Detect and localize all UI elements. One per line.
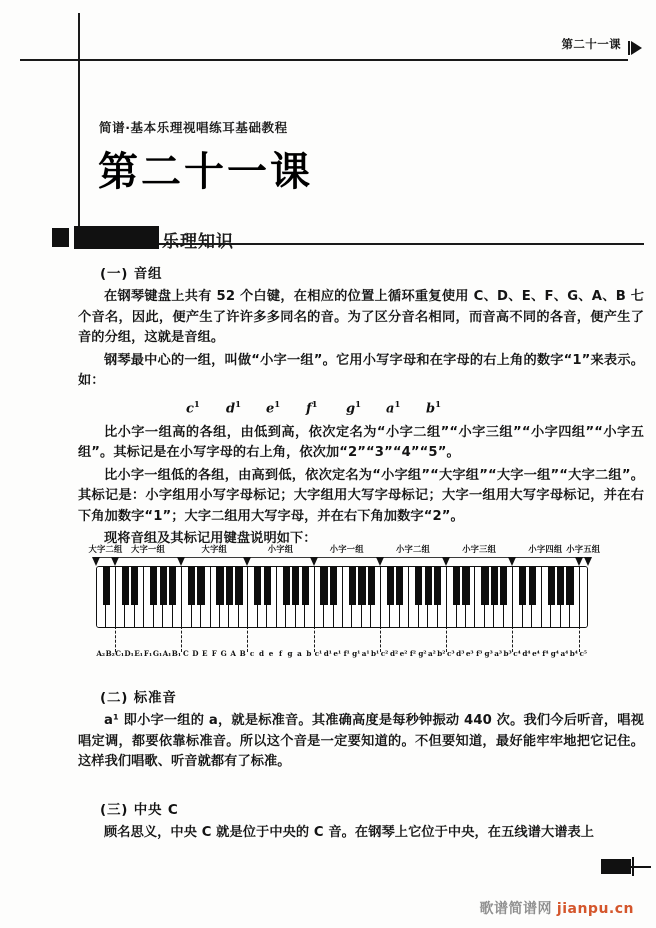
keyboard-note-label: g¹ bbox=[352, 649, 361, 658]
black-key bbox=[425, 567, 432, 605]
keyboard-note-label: G bbox=[220, 649, 227, 658]
keyboard-note-labels bbox=[96, 649, 588, 665]
footer-block-mark bbox=[601, 859, 631, 874]
keyboard-note-label: b bbox=[306, 649, 312, 658]
running-head-rule bbox=[20, 59, 628, 61]
keyboard-note-label: b⁴ bbox=[569, 649, 578, 658]
piano-keyboard-figure bbox=[88, 543, 601, 671]
keyboard-note-label: d⁴ bbox=[522, 649, 531, 658]
keyboard-note-label: d³ bbox=[456, 649, 465, 658]
keyboard-note-label: f² bbox=[409, 649, 417, 658]
footer-rule-mark bbox=[629, 866, 651, 868]
keyboard-note-label: f³ bbox=[476, 649, 483, 658]
note-example: $e^1$ bbox=[266, 399, 281, 416]
black-key bbox=[453, 567, 460, 605]
keyboard-note-label: f¹ bbox=[343, 649, 350, 658]
running-head bbox=[20, 36, 648, 66]
octave-group-marker-icon bbox=[584, 557, 592, 566]
keyboard-note-label: B₂ bbox=[105, 649, 115, 658]
paragraph: 比小字一组低的各组，由高到低，依次定名为“小字组”“大字组”“大字一组”“大字二组”。其标记是：小字组用小写字母标记；大字组用大写字母标记；大字一组用大写字母标记，并在右下角加数字“1”；大字二组用大写字母，并在右下角加数字“2”。 bbox=[78, 467, 644, 524]
octave-group-marker-icon bbox=[310, 557, 318, 566]
octave-group-label: 小字三组 bbox=[462, 544, 497, 554]
keyboard-note-label: e⁴ bbox=[532, 649, 540, 658]
octave-group-label: 小字五组 bbox=[566, 544, 601, 554]
black-key bbox=[320, 567, 327, 605]
black-key bbox=[491, 567, 498, 605]
black-key bbox=[415, 567, 422, 605]
section-one bbox=[78, 262, 644, 552]
paragraph: 比小字一组高的各组，由低到高，依次定名为“小字二组”“小字三组”“小字四组”“小字五组”。其标记是在小写字母的右上角，依次加“2”“3”“4”“5”。 bbox=[78, 424, 644, 461]
black-key bbox=[122, 567, 129, 605]
black-key bbox=[434, 567, 441, 605]
section-three bbox=[78, 798, 644, 846]
octave-group-label: 小字一组 bbox=[329, 544, 364, 554]
keyboard-note-label: b¹ bbox=[371, 649, 380, 658]
keyboard-note-label: f bbox=[278, 649, 283, 658]
black-key bbox=[548, 567, 555, 605]
keyboard-note-label: A₁ bbox=[162, 649, 172, 658]
note-example-row bbox=[78, 400, 644, 416]
black-key bbox=[396, 567, 403, 605]
keyboard-note-label: A bbox=[230, 649, 236, 658]
keyboard-note-label: D₁ bbox=[124, 649, 134, 658]
watermark-en: jianpu.cn bbox=[556, 901, 634, 917]
banner-bar-icon bbox=[74, 226, 159, 249]
black-key bbox=[387, 567, 394, 605]
black-key bbox=[557, 567, 564, 605]
black-key bbox=[131, 567, 138, 605]
octave-group-marker-icon bbox=[243, 557, 251, 566]
black-key bbox=[349, 567, 356, 605]
keyboard-note-label: G₁ bbox=[152, 649, 163, 658]
black-key bbox=[169, 567, 176, 605]
black-key bbox=[330, 567, 337, 605]
keyboard-note-label: g³ bbox=[484, 649, 493, 658]
black-key bbox=[188, 567, 195, 605]
octave-group-label: 小字组 bbox=[267, 544, 294, 554]
black-key bbox=[529, 567, 536, 605]
running-head-bar-icon bbox=[628, 41, 630, 55]
note-example: $c^1$ bbox=[186, 399, 200, 416]
octave-group-label: 大字二组 bbox=[88, 544, 123, 554]
keyboard-note-label: g⁴ bbox=[550, 649, 559, 658]
octave-group-marker-icon bbox=[575, 557, 583, 566]
keyboard-note-label: c⁵ bbox=[579, 649, 588, 658]
lesson-title: 第二十一课 bbox=[98, 149, 313, 195]
title-vertical-rule bbox=[78, 13, 80, 245]
keyboard-note-label: f⁴ bbox=[542, 649, 549, 658]
keyboard-note-label: A₂ bbox=[96, 649, 106, 658]
piano-keyboard bbox=[96, 566, 588, 628]
keyboard-note-label: d¹ bbox=[323, 649, 332, 658]
keyboard-note-label: F₁ bbox=[143, 649, 153, 658]
keyboard-note-label: B bbox=[239, 649, 246, 658]
black-key bbox=[160, 567, 167, 605]
keyboard-note-label: d bbox=[259, 649, 265, 658]
black-key bbox=[283, 567, 290, 605]
keyboard-note-label: c² bbox=[380, 649, 389, 658]
note-example: $b^1$ bbox=[426, 399, 442, 416]
black-key bbox=[103, 567, 110, 605]
octave-group-label: 小字四组 bbox=[528, 544, 563, 554]
keyboard-note-label: c bbox=[249, 649, 255, 658]
keyboard-note-label: a¹ bbox=[361, 649, 370, 658]
octave-group-marker-icon bbox=[177, 557, 185, 566]
keyboard-note-label: c¹ bbox=[314, 649, 323, 658]
paragraph: 钢琴最中心的一组，叫做“小字一组”。它用小写字母和在字母的右上角的数字“1”来表示。如： bbox=[78, 352, 644, 388]
octave-group-markers bbox=[96, 557, 588, 566]
octave-group-marker-icon bbox=[508, 557, 516, 566]
keyboard-note-label: C₁ bbox=[115, 649, 125, 658]
note-example: $f^1$ bbox=[306, 399, 318, 416]
keyboard-note-label: e bbox=[268, 649, 274, 658]
black-key bbox=[358, 567, 365, 605]
black-key bbox=[216, 567, 223, 605]
black-key bbox=[368, 567, 375, 605]
keyboard-note-label: e³ bbox=[465, 649, 474, 658]
keyboard-note-label: C bbox=[183, 649, 189, 658]
octave-group-label: 大字组 bbox=[201, 544, 228, 554]
watermark bbox=[479, 898, 634, 918]
keyboard-note-label: e¹ bbox=[333, 649, 342, 658]
banner-square-icon bbox=[52, 228, 69, 247]
black-key bbox=[481, 567, 488, 605]
keyboard-note-label: D bbox=[192, 649, 199, 658]
octave-group-label: 小字二组 bbox=[395, 544, 430, 554]
keyboard-note-label: g bbox=[287, 649, 293, 658]
triangle-right-icon bbox=[631, 41, 642, 55]
black-key bbox=[462, 567, 469, 605]
octave-group-marker-icon bbox=[442, 557, 450, 566]
keyboard-note-label: a bbox=[297, 649, 302, 658]
keyboard-note-label: b³ bbox=[503, 649, 512, 658]
black-key bbox=[500, 567, 507, 605]
keyboard-note-label: E bbox=[202, 649, 208, 658]
black-key bbox=[197, 567, 204, 605]
keyboard-note-label: a³ bbox=[494, 649, 503, 658]
running-head-label: 第二十一课 bbox=[559, 36, 625, 52]
paragraph: a¹ 即小字一组的 a，就是标准音。其准确高度是每秒钟振动 440 次。我们今后听音，唱视唱定调，都要依靠标准音。所以这个音是一定要知道的。不但要知道，最好能牢牢地把它记住。这样我们唱歌、听音就都有了标准。 bbox=[78, 713, 644, 769]
subheading-three: (三) 中央 C bbox=[100, 802, 179, 818]
black-key bbox=[226, 567, 233, 605]
octave-group-label: 大字一组 bbox=[131, 544, 166, 554]
subheading-one: (一) 音组 bbox=[100, 266, 163, 282]
subheading-two: (二) 标准音 bbox=[100, 690, 177, 706]
octave-group-labels bbox=[88, 543, 601, 556]
octave-group-marker-icon bbox=[376, 557, 384, 566]
keyboard-note-label: d² bbox=[389, 649, 399, 658]
paragraph: 在钢琴键盘上共有 52 个白键，在相应的位置上循环重复使用 C、D、E、F、G、A、B 七个音名，因此，便产生了许许多多同名的音。为了区分音名相同，而音高不同的各音，便产生了音的分组，这就是音组。 bbox=[78, 289, 644, 345]
keyboard-note-label: B₁ bbox=[171, 649, 182, 658]
black-key bbox=[235, 567, 242, 605]
black-key bbox=[292, 567, 299, 605]
section-two bbox=[78, 686, 644, 775]
black-key bbox=[150, 567, 157, 605]
black-key bbox=[566, 567, 573, 605]
black-key bbox=[254, 567, 261, 605]
keyboard-note-label: c³ bbox=[447, 649, 455, 658]
octave-group-marker-icon bbox=[111, 557, 119, 566]
paragraph: 顾名思义，中央 C 就是位于中央的 C 音。在钢琴上它位于中央，在五线谱大谱表上 bbox=[104, 825, 595, 840]
keyboard-note-label: a⁴ bbox=[560, 649, 569, 658]
note-example: $d^1$ bbox=[226, 399, 242, 416]
black-key bbox=[519, 567, 526, 605]
banner-title: 乐理知识 bbox=[162, 232, 234, 252]
octave-group-marker-icon bbox=[92, 557, 100, 566]
white-key bbox=[580, 567, 588, 627]
paragraph: 现将音组及其标记用键盘说明如下： bbox=[104, 531, 317, 547]
keyboard-note-label: a² bbox=[427, 649, 436, 658]
section-banner bbox=[52, 226, 234, 252]
black-key bbox=[264, 567, 271, 605]
keyboard-note-label: g² bbox=[418, 649, 427, 658]
note-example: $a^1$ bbox=[386, 399, 401, 416]
keyboard-note-label: b² bbox=[437, 649, 446, 658]
watermark-cn: 歌谱简谱网 bbox=[479, 901, 552, 917]
keyboard-note-label: c⁴ bbox=[513, 649, 521, 658]
keyboard-note-label: e² bbox=[399, 649, 408, 658]
keyboard-note-label: E₁ bbox=[134, 649, 143, 658]
note-example: $g^1$ bbox=[346, 399, 362, 416]
keyboard-note-label: F bbox=[211, 649, 217, 658]
black-key bbox=[302, 567, 309, 605]
book-title: 简谱·基本乐理视唱练耳基础教程 bbox=[99, 120, 288, 135]
